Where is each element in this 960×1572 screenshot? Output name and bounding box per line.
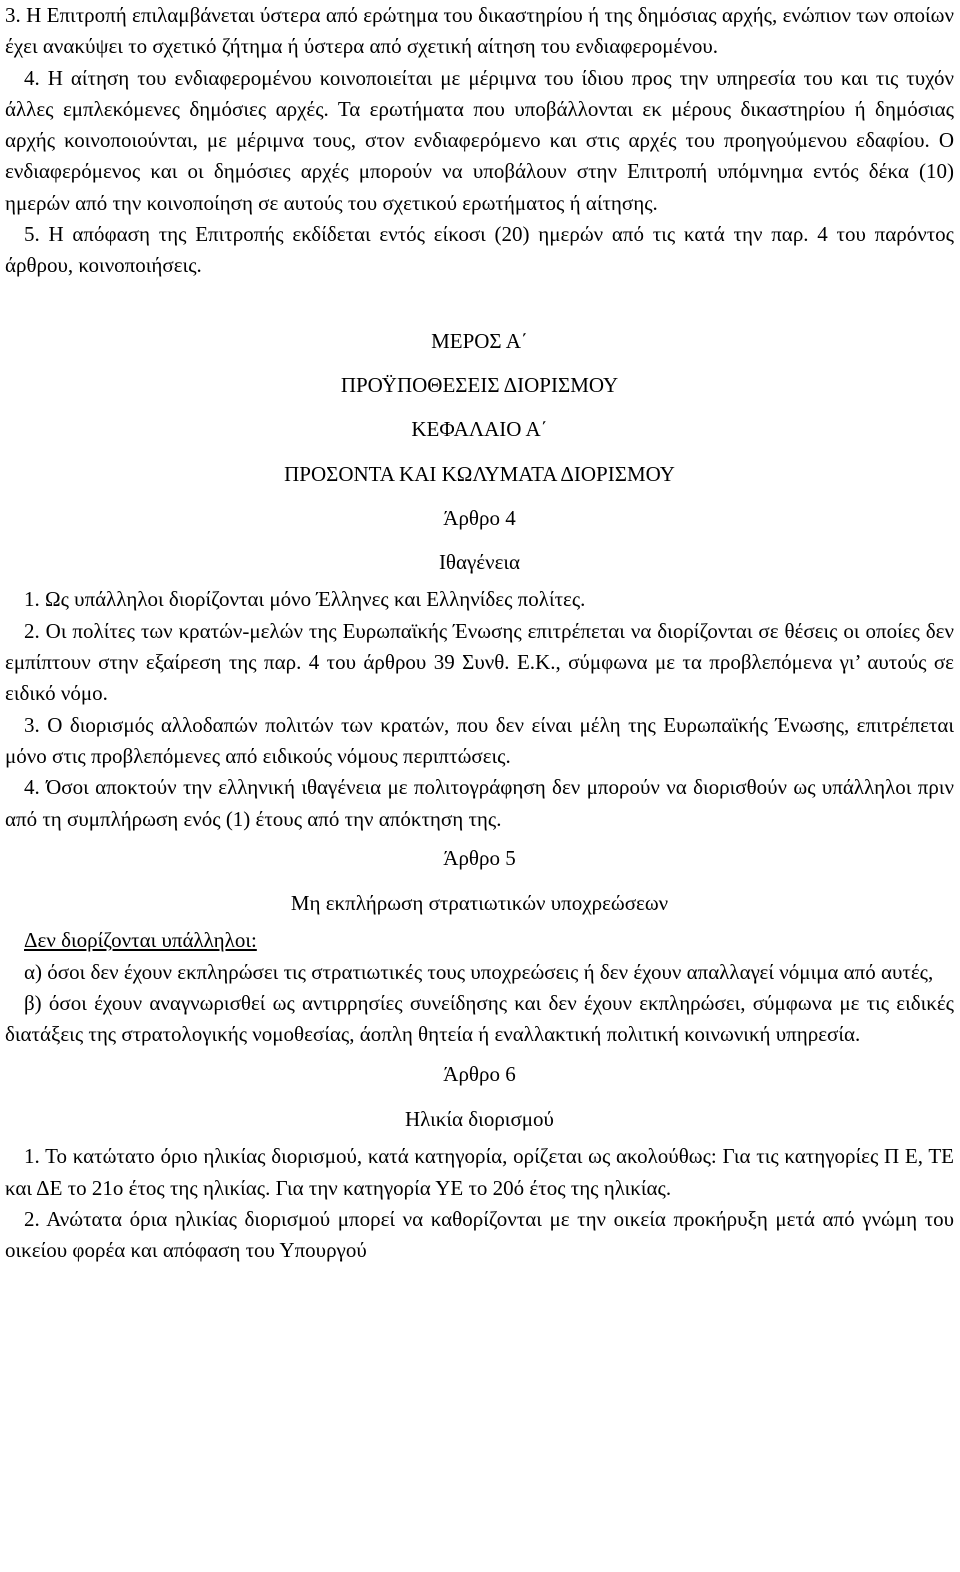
article-5-intro — [5, 925, 954, 956]
part-title: ΠΡΟΫΠΟΘΕΣΕΙΣ ΔΙΟΡΙΣΜΟΥ — [340, 372, 619, 397]
article-5-intro-text: Δεν διορίζονται υπάλληλοι: — [24, 928, 257, 953]
chapter-title: ΠΡΟΣΟΝΤΑ ΚΑΙ ΚΩΛΥΜΑΤΑ ΔΙΟΡΙΣΜΟΥ — [284, 461, 675, 486]
part-label: ΜΕΡΟΣ Α΄ — [431, 328, 528, 353]
article-6-paragraph-1: 1. Το κατώτατο όριο ηλικίας διορισμού, κατά κατηγορία, ορίζεται ως ακολούθως: Για τις κατηγορίες Π Ε, ΤΕ και ΔΕ το 21ο έτος της ηλικίας. Για την κατηγορία ΥΕ το 20ό έτος της ηλικίας. — [5, 1144, 954, 1200]
paragraph-5: 5. Η απόφαση της Επιτροπής εκδίδεται εντός είκοσι (20) ημερών από τις κατά την παρ. 4 του παρόντος άρθρου, κοινοποιήσεις. — [5, 222, 954, 278]
article-5-item-a: α) όσοι δεν έχουν εκπληρώσει τις στρατιωτικές τους υποχρεώσεις ή δεν έχουν απαλλαγεί νόμιμα από αυτές, — [24, 959, 934, 984]
article-4-paragraph-4: 4. Όσοι αποκτούν την ελληνική ιθαγένεια με πολιτογράφηση δεν μπορούν να διορισθούν ως υπάλληλοι πριν από τη συμπλήρωση ενός (1) έτους από την απόκτηση της. — [5, 775, 954, 831]
paragraph-3: 3. Η Επιτροπή επιλαμβάνεται ύστερα από ερώτημα του δικαστηρίου ή της δημόσιας αρχής, ενώπιον των οποίων έχει ανακύψει το σχετικό ζήτημα ή ύστερα από σχετική αίτηση του ενδιαφερομένου. — [5, 3, 954, 59]
paragraph-4: 4. Η αίτηση του ενδιαφερομένου κοινοποιείται με μέριμνα του ίδιου προς την υπηρεσία του και τις τυχόν άλλες εμπλεκόμενες δημόσιες αρχές. Τα ερωτήματα που υποβάλλονται εκ μέρους δικαστηρίου ή δημόσιας αρχής κοινοποιούνται, με μέριμνα τους, στον ενδιαφερόμενο και στις αρχές του προηγούμενου εδαφίου. Ο ενδιαφερόμενος και οι δημόσιες αρχές μπορούν να υποβάλουν στην Επιτροπή υπόμνημα εντός δέκα (10) ημερών από την κοινοποίηση σε αυτούς του σχετικού ερωτήματος ή αίτησης. — [5, 65, 954, 215]
article-5-item-b: β) όσοι έχουν αναγνωρισθεί ως αντιρρησίες συνείδησης και δεν έχουν εκπληρώσει, σύμφωνα με τις ειδικές διατάξεις της στρατολογικής νομοθεσίας, άοπλη θητεία ή εναλλακτική πολιτική κοινωνική υπηρεσία. — [5, 991, 954, 1047]
article-5-title: Μη εκπλήρωση στρατιωτικών υποχρεώσεων — [290, 891, 669, 916]
article-4-title: Ιθαγένεια — [438, 550, 521, 575]
article-4-number: Άρθρο 4 — [443, 505, 516, 530]
article-4-paragraph-2: 2. Οι πολίτες των κρατών-μελών της Ευρωπαϊκής Ένωσης επιτρέπεται να διορίζονται σε θέσεις οι οποίες δεν εμπίπτουν στην εξαίρεση της παρ. 4 του άρθρου 39 Συνθ. Ε.Κ., σύμφωνα με τα προβλεπόμενα γι’ αυτούς σε ειδικό νόμο. — [5, 618, 954, 706]
article-4-paragraph-3: 3. Ο διορισμός αλλοδαπών πολιτών των κρατών, που δεν είναι μέλη της Ευρωπαϊκής Ένωσης, επιτρέπεται μόνο στις προβλεπόμενες από ειδικούς νόμους περιπτώσεις. — [5, 712, 954, 768]
article-6-title: Ηλικία διορισμού — [405, 1106, 554, 1131]
article-6-number: Άρθρο 6 — [443, 1061, 516, 1086]
article-6-paragraph-2: 2. Ανώτατα όρια ηλικίας διορισμού μπορεί να καθορίζονται με την οικεία προκήρυξη μετά από γνώμη του οικείου φορέα και απόφαση του Υπουργού — [5, 1206, 954, 1263]
article-5-number: Άρθρο 5 — [443, 845, 516, 870]
article-4-paragraph-1: 1. Ως υπάλληλοι διορίζονται μόνο Έλληνες και Ελληνίδες πολίτες. — [24, 587, 586, 612]
chapter-label: ΚΕΦΑΛΑΙΟ Α΄ — [411, 417, 548, 442]
